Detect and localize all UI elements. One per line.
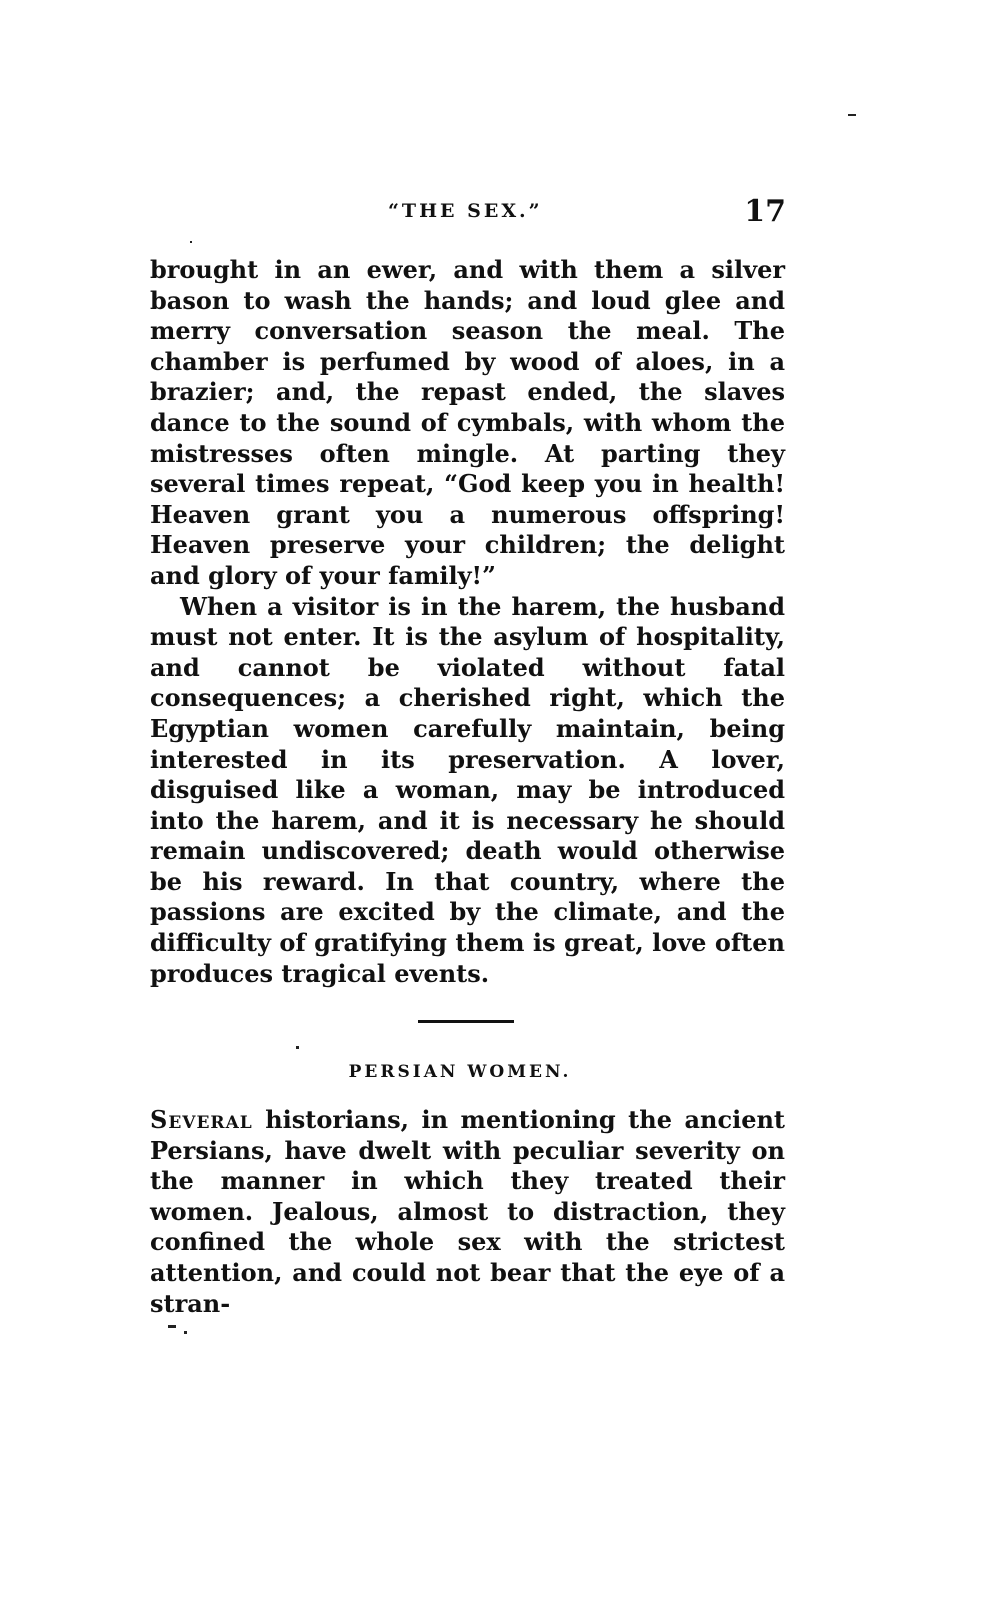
paragraph-2: When a visitor is in the harem, the husband must not enter. It is the asylum of hospitality, and cannot be violated without fatal consequences; a cherished right, which the Egyptian women carefully maintain, being interested in its preservation. A lover, disguised like a woman, may be introduced into the harem, and it is necessary he should remain undiscovered; death would otherwise be his reward. In that country, where the passions are excited by the climate, and the difficulty of gratifying them is great, love often produces tragical events. [150,591,785,988]
section-heading: PERSIAN WOMEN. [348,1062,572,1082]
page-mark [168,1325,176,1328]
section-paragraph [150,1105,785,1319]
page-mark [190,241,192,243]
page-mark [296,1046,299,1049]
running-head [150,196,790,236]
running-title: “THE SEX.” [388,200,543,222]
paragraph-1: brought in an ewer, and with them a silver bason to wash the hands; and loud glee and merry conversation season the meal. The chamber is perfumed by wood of aloes, in a brazier; and, the repast ended, the slaves dance to the sound of cymbals, with whom the mistresses often mingle. At parting they several times repeat, “God keep you in health! Heaven grant you a numerous offspring! Heaven preserve your children; the delight and glory of your family!” [150,255,785,590]
section-paragraph-text: historians, in mentioning the ancient Persians, have dwelt with peculiar severity on the manner in which they treated their women. Jealous, almost to distraction, they confined the whole sex with the strictest attention, and could not bear that the eye of a stran- [150,1105,785,1318]
body-text [150,255,785,989]
page-mark [848,114,856,116]
page-mark [184,1331,187,1334]
section-lead-word: Several [150,1105,253,1134]
section-body [150,1105,785,1319]
page-number: 17 [744,194,786,229]
section-divider [418,1020,514,1023]
